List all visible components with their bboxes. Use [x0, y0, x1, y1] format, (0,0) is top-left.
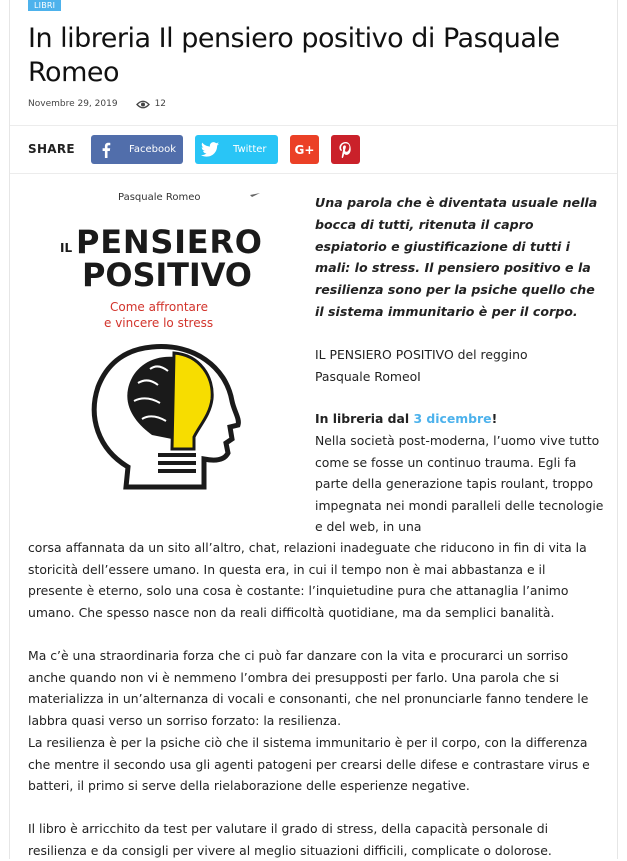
paragraph-2: Ma c’è una straordinaria forza che ci può far danzare con la vita e procurarci un sorriso anche quando non vi è nemmeno l’ombra dei presupposti per farlo. Una parola che si materializza in un’alternanza di vocali e consonanti, che nel pronunciarle fanno tendere le labbra quasi verso un sorriso forzato: la resilienza. [28, 648, 589, 728]
book-reference-line1: IL PENSIERO POSITIVO del reggino [315, 347, 528, 362]
facebook-icon [91, 135, 121, 164]
release-heading [315, 408, 605, 430]
view-count-value: 12 [154, 99, 167, 109]
content-border-left [9, 0, 10, 859]
facebook-label: Facebook [129, 144, 176, 155]
cover-title-line1: PENSIERO [76, 223, 262, 261]
release-heading-suffix: ! [491, 411, 498, 426]
gplus-icon: G+ [294, 142, 315, 157]
view-count [136, 99, 166, 109]
article-meta [28, 99, 166, 109]
article-date: Novembre 29, 2019 [28, 99, 118, 109]
eye-icon [136, 100, 150, 109]
pinterest-icon [339, 142, 352, 158]
paragraph-3: La resilienza è per la psiche ciò che il sistema immunitario è per il corpo, con la differenza che mentre il secondo usa gli agenti patogeni per crearsi delle difese e contrastare virus e batteri, il primo si serve della rielaborazione delle esperienze negative. [28, 735, 590, 794]
cover-subtitle-line2: e vincere lo stress [104, 316, 214, 330]
twitter-label: Twitter [233, 144, 267, 155]
cover-author: Pasquale Romeo [118, 192, 201, 203]
pinterest-share-button[interactable] [331, 135, 360, 164]
gplus-share-button[interactable] [290, 135, 319, 164]
cover-title-line2: POSITIVO [82, 256, 252, 294]
article-title: In libreria Il pensiero positivo di Pasquale Romeo [28, 23, 560, 88]
book-cover-image [54, 187, 292, 497]
divider [10, 125, 617, 126]
twitter-icon [195, 135, 225, 164]
paragraph-4: Il libro è arricchito da test per valutare il grado di stress, della capacità personale di resilienza e da consigli per vivere al meglio situazioni difficili, complicate o dolorose. [28, 821, 552, 858]
paragraph-1-continued: corsa affannata da un sito all’altro, chat, relazioni inadeguate che riducono in fin di vita la storicità dell’essere umano. In questa era, in cui il tempo non è mai abbastanza e il presente è eterno, solo una cosa è costante: l’inquietudine pura che attanaglia l’animo umano. Che spesso nasce non da reali difficoltà quotidiane, ma da semplici banalità. [28, 540, 587, 620]
book-reference [315, 344, 605, 387]
release-heading-prefix: In libreria dal [315, 411, 414, 426]
article-intro: Una parola che è diventata usuale nella bocca di tutti, ritenuta il capro espiatorio e giustificazione di tutti i mali: lo stress. Il pensiero positivo e la resilienza sono per la psiche quello che il sistema immunitario è per il corpo. [315, 195, 598, 319]
divider [10, 173, 617, 174]
release-date-link[interactable]: 3 dicembre [413, 411, 492, 426]
category-badge[interactable]: LIBRI [28, 0, 61, 11]
content-border-right [617, 0, 618, 859]
paragraph-1-wrapped: Nella società post-moderna, l’uomo vive tutto come se fosse un continuo trauma. Egli fa parte della generazione tapis roulant, troppo impegnata nei mondi paralleli delle tecnologie e del web, in una [315, 433, 604, 535]
facebook-share-button[interactable] [91, 135, 183, 164]
cover-subtitle-line1: Come affrontare [110, 300, 208, 314]
share-label: SHARE [28, 142, 75, 156]
twitter-share-button[interactable] [195, 135, 278, 164]
cover-title-prefix: IL [60, 241, 73, 255]
book-reference-line2: Pasquale RomeoI [315, 368, 421, 384]
